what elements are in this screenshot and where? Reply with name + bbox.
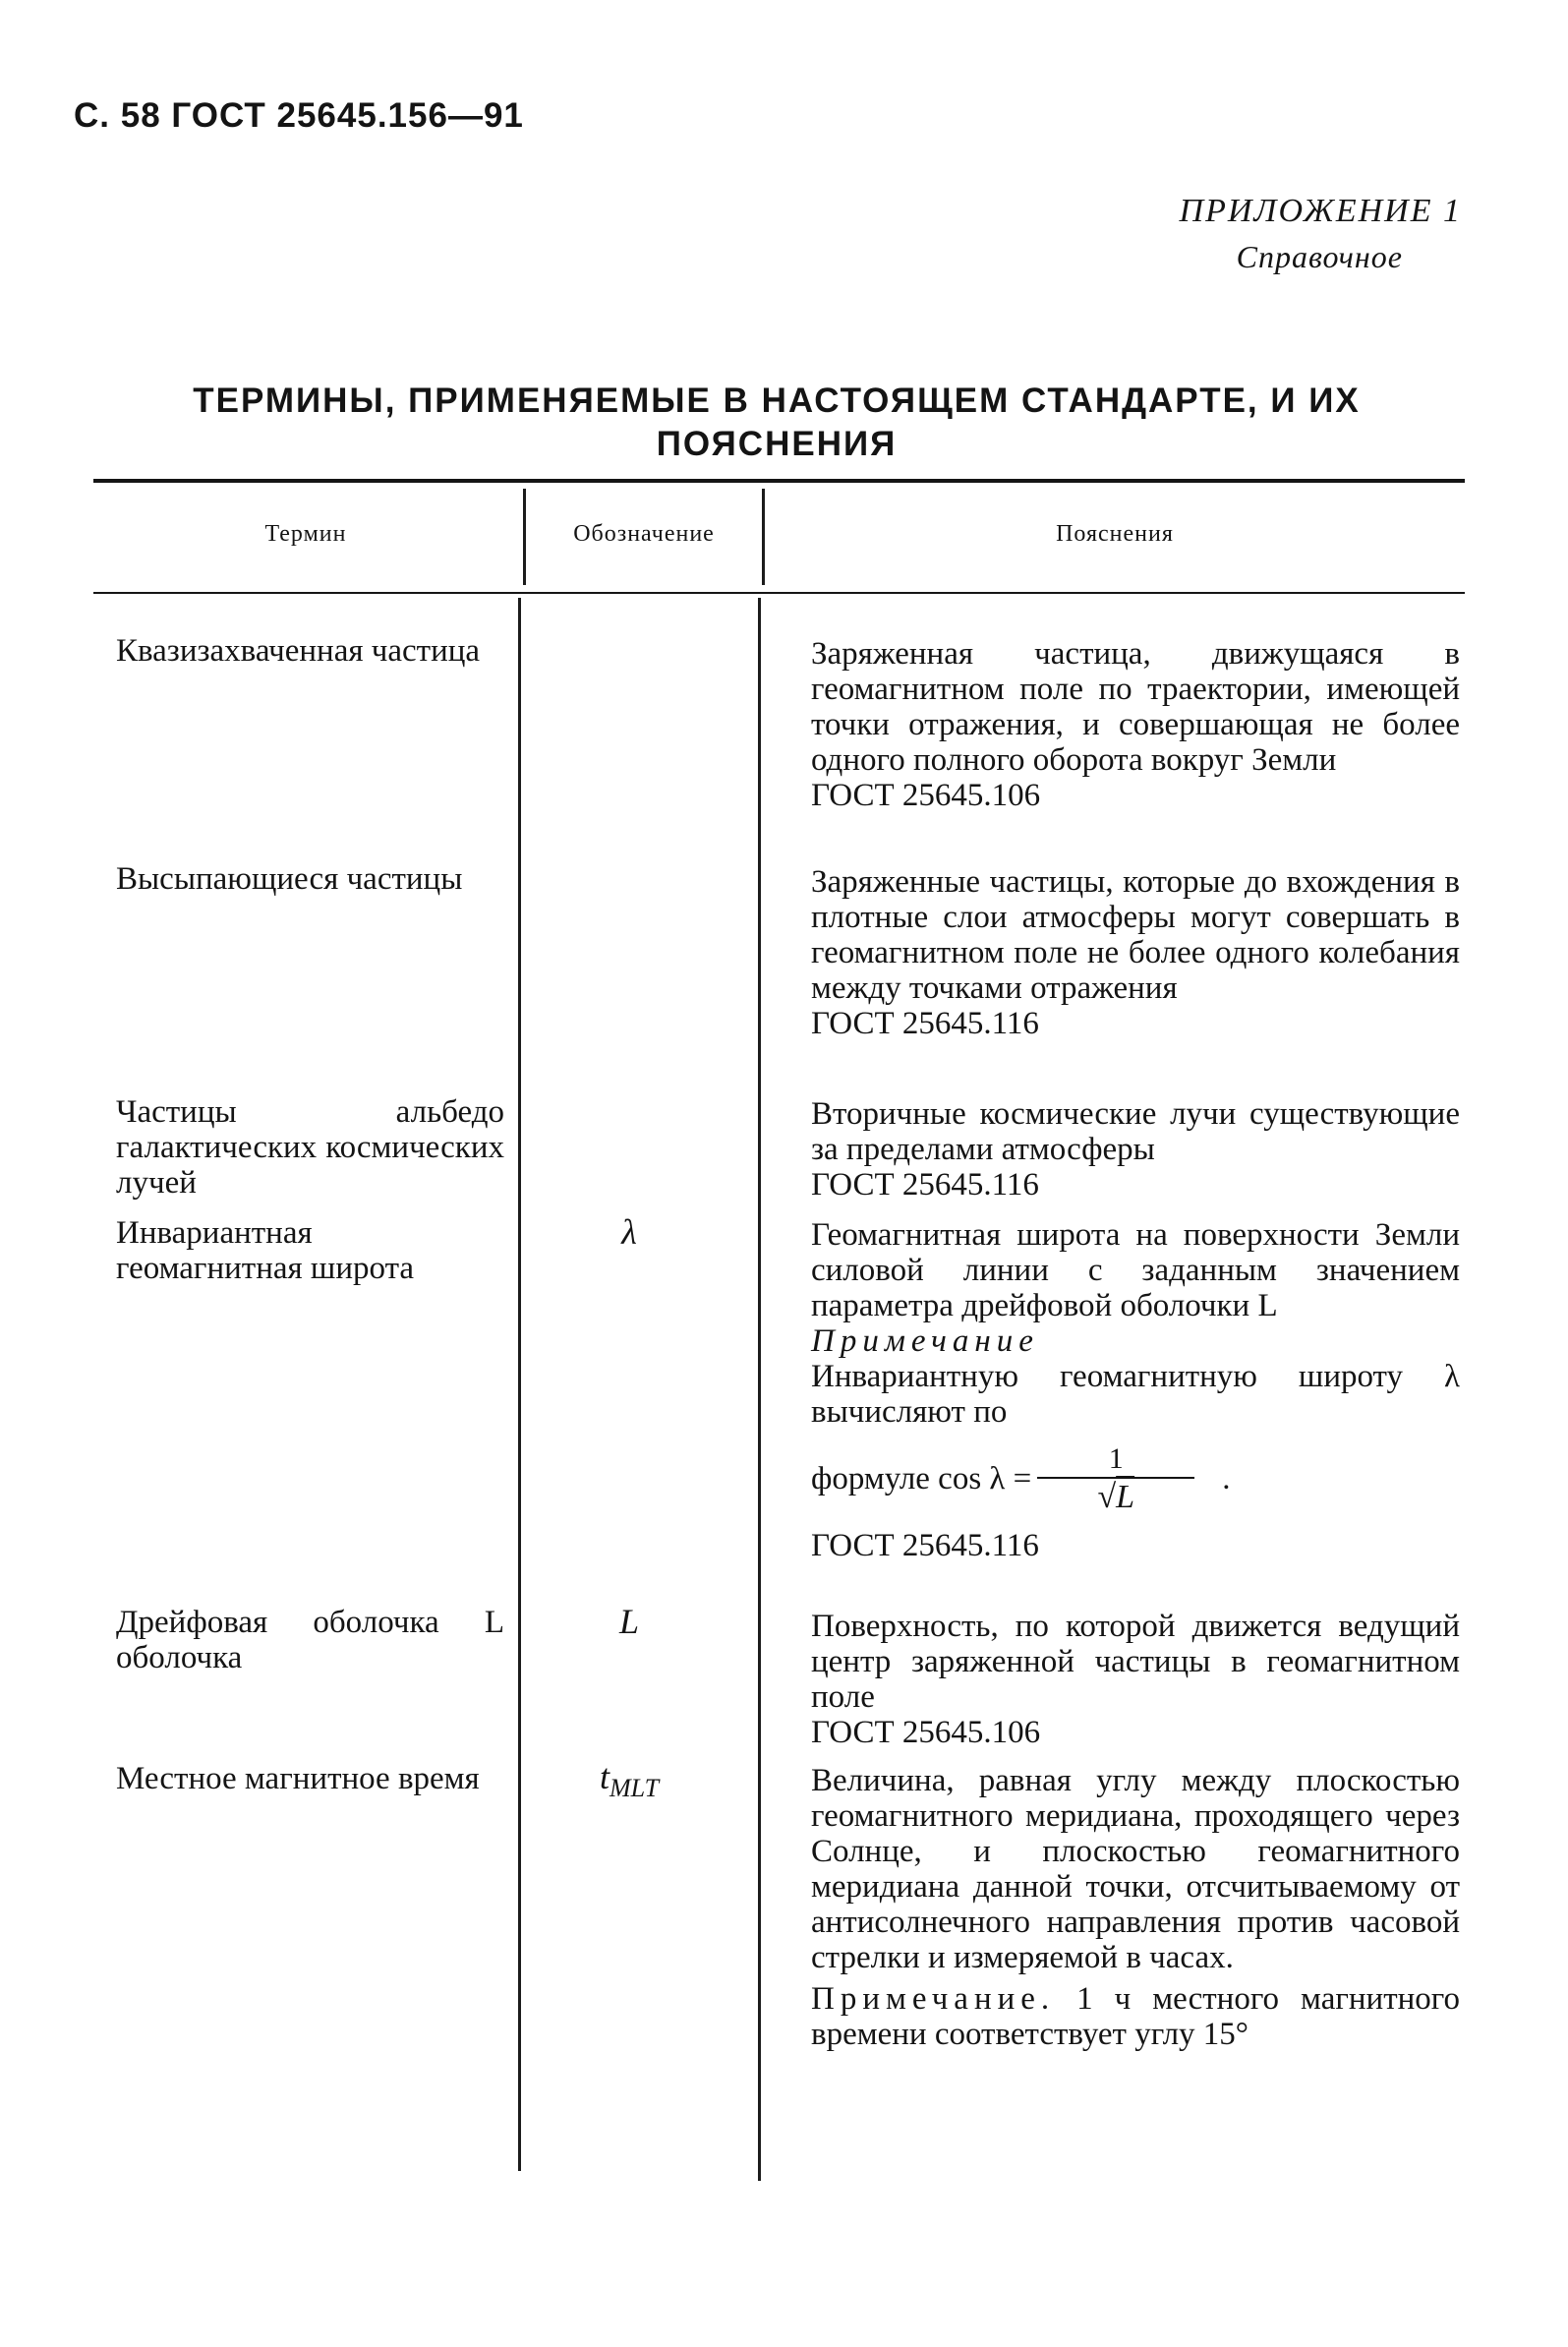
column-header-term: Термин xyxy=(264,521,347,547)
symbol-cell: L xyxy=(618,1602,640,1641)
explanation-text: Заряженные частицы, которые до вхождения в плотные слои атмосферы могут совершать в геомагнитном поле не более одного колебания между точками отражения xyxy=(811,864,1460,1006)
symbol-main: t xyxy=(599,1757,610,1796)
term-cell: Квазизахваченная частица xyxy=(116,633,481,669)
formula-prefix: формуле cos λ = xyxy=(811,1461,1032,1496)
appendix-title: ПРИЛОЖЕНИЕ 1 xyxy=(1179,193,1462,229)
reference: ГОСТ 25645.116 xyxy=(811,1528,1039,1563)
reference: ГОСТ 25645.116 xyxy=(811,1006,1039,1041)
term-cell: Дрейфовая оболочка L оболочка xyxy=(116,1605,504,1675)
explanation-cell xyxy=(772,1763,1460,2052)
reference: ГОСТ 25645.106 xyxy=(811,778,1041,813)
term-cell: Инвариантная геомагнитная широта xyxy=(116,1215,415,1286)
formula-numerator: 1 xyxy=(1108,1442,1124,1475)
column-header-explanation: Пояснения xyxy=(1056,521,1174,547)
explanation-cell xyxy=(772,864,1460,1041)
reference: ГОСТ 25645.106 xyxy=(811,1715,1041,1750)
table-header-rule xyxy=(93,592,1465,594)
column-divider-1 xyxy=(518,598,521,2171)
note-label: Примечание. xyxy=(811,1981,1056,2017)
term-cell: Местное магнитное время xyxy=(116,1761,480,1796)
note-text: 1 ч местного магнитного времени соответствует углу 15° xyxy=(811,1981,1460,2052)
term-cell: Частицы альбедо галактических космических лучей xyxy=(116,1094,504,1201)
explanation-text: Геомагнитная широта на поверхности Земли силовой линии с заданным значением параметра дрейфовой оболочки L xyxy=(811,1217,1460,1323)
explanation-text: Заряженная частица, движущаяся в геомагнитном поле по траектории, имеющей точки отражения, и совершающая не более одного полного оборота вокруг Земли xyxy=(811,636,1460,778)
formula xyxy=(772,1430,1460,1528)
page-header: С. 58 ГОСТ 25645.156—91 xyxy=(74,96,524,135)
appendix-subtitle: Справочное xyxy=(1236,239,1403,274)
symbol-cell xyxy=(511,1756,747,1803)
appendix-label xyxy=(1180,189,1462,279)
term-cell: Высыпающиеся частицы xyxy=(116,861,463,897)
formula-den-var: L xyxy=(1116,1479,1135,1515)
column-divider-2 xyxy=(758,598,761,2181)
note-text: Инвариантную геомагнитную широту λ вычисляют по xyxy=(811,1359,1460,1430)
section-title xyxy=(93,380,1460,466)
table-top-rule xyxy=(93,479,1465,483)
explanation-cell xyxy=(772,1217,1460,1563)
column-header-symbol: Обозначение xyxy=(573,521,715,547)
section-title-line2: ПОЯСНЕНИЯ xyxy=(656,425,898,463)
explanation-cell xyxy=(772,636,1460,813)
explanation-cell xyxy=(772,1096,1460,1203)
explanation-cell xyxy=(772,1609,1460,1750)
symbol-subscript: MLT xyxy=(609,1774,660,1803)
explanation-text: Величина, равная углу между плоскостью геомагнитного меридиана, проходящего через Солнце, и плоскостью геомагнитного меридиана данной точки, отсчитываемому от антисолнечного направления против часовой стрелки и измеряемой в часах. xyxy=(811,1763,1460,1975)
note-label: Примечание xyxy=(811,1323,1039,1359)
symbol-cell: λ xyxy=(621,1212,637,1252)
section-title-line1: ТЕРМИНЫ, ПРИМЕНЯЕМЫЕ В НАСТОЯЩЕМ СТАНДАРТЕ, И ИХ xyxy=(193,381,1361,420)
explanation-text: Поверхность, по которой движется ведущий центр заряженной частицы в геомагнитном поле xyxy=(811,1609,1460,1715)
formula-denominator xyxy=(1097,1479,1134,1516)
sqrt-icon: √ xyxy=(1097,1479,1117,1515)
formula-end: . xyxy=(1222,1461,1231,1496)
note xyxy=(772,1981,1460,2052)
explanation-text: Вторичные космические лучи существующие за пределами атмосферы xyxy=(811,1096,1460,1167)
formula-fraction xyxy=(1037,1441,1194,1516)
reference: ГОСТ 25645.116 xyxy=(811,1167,1039,1203)
note xyxy=(772,1323,1460,1359)
